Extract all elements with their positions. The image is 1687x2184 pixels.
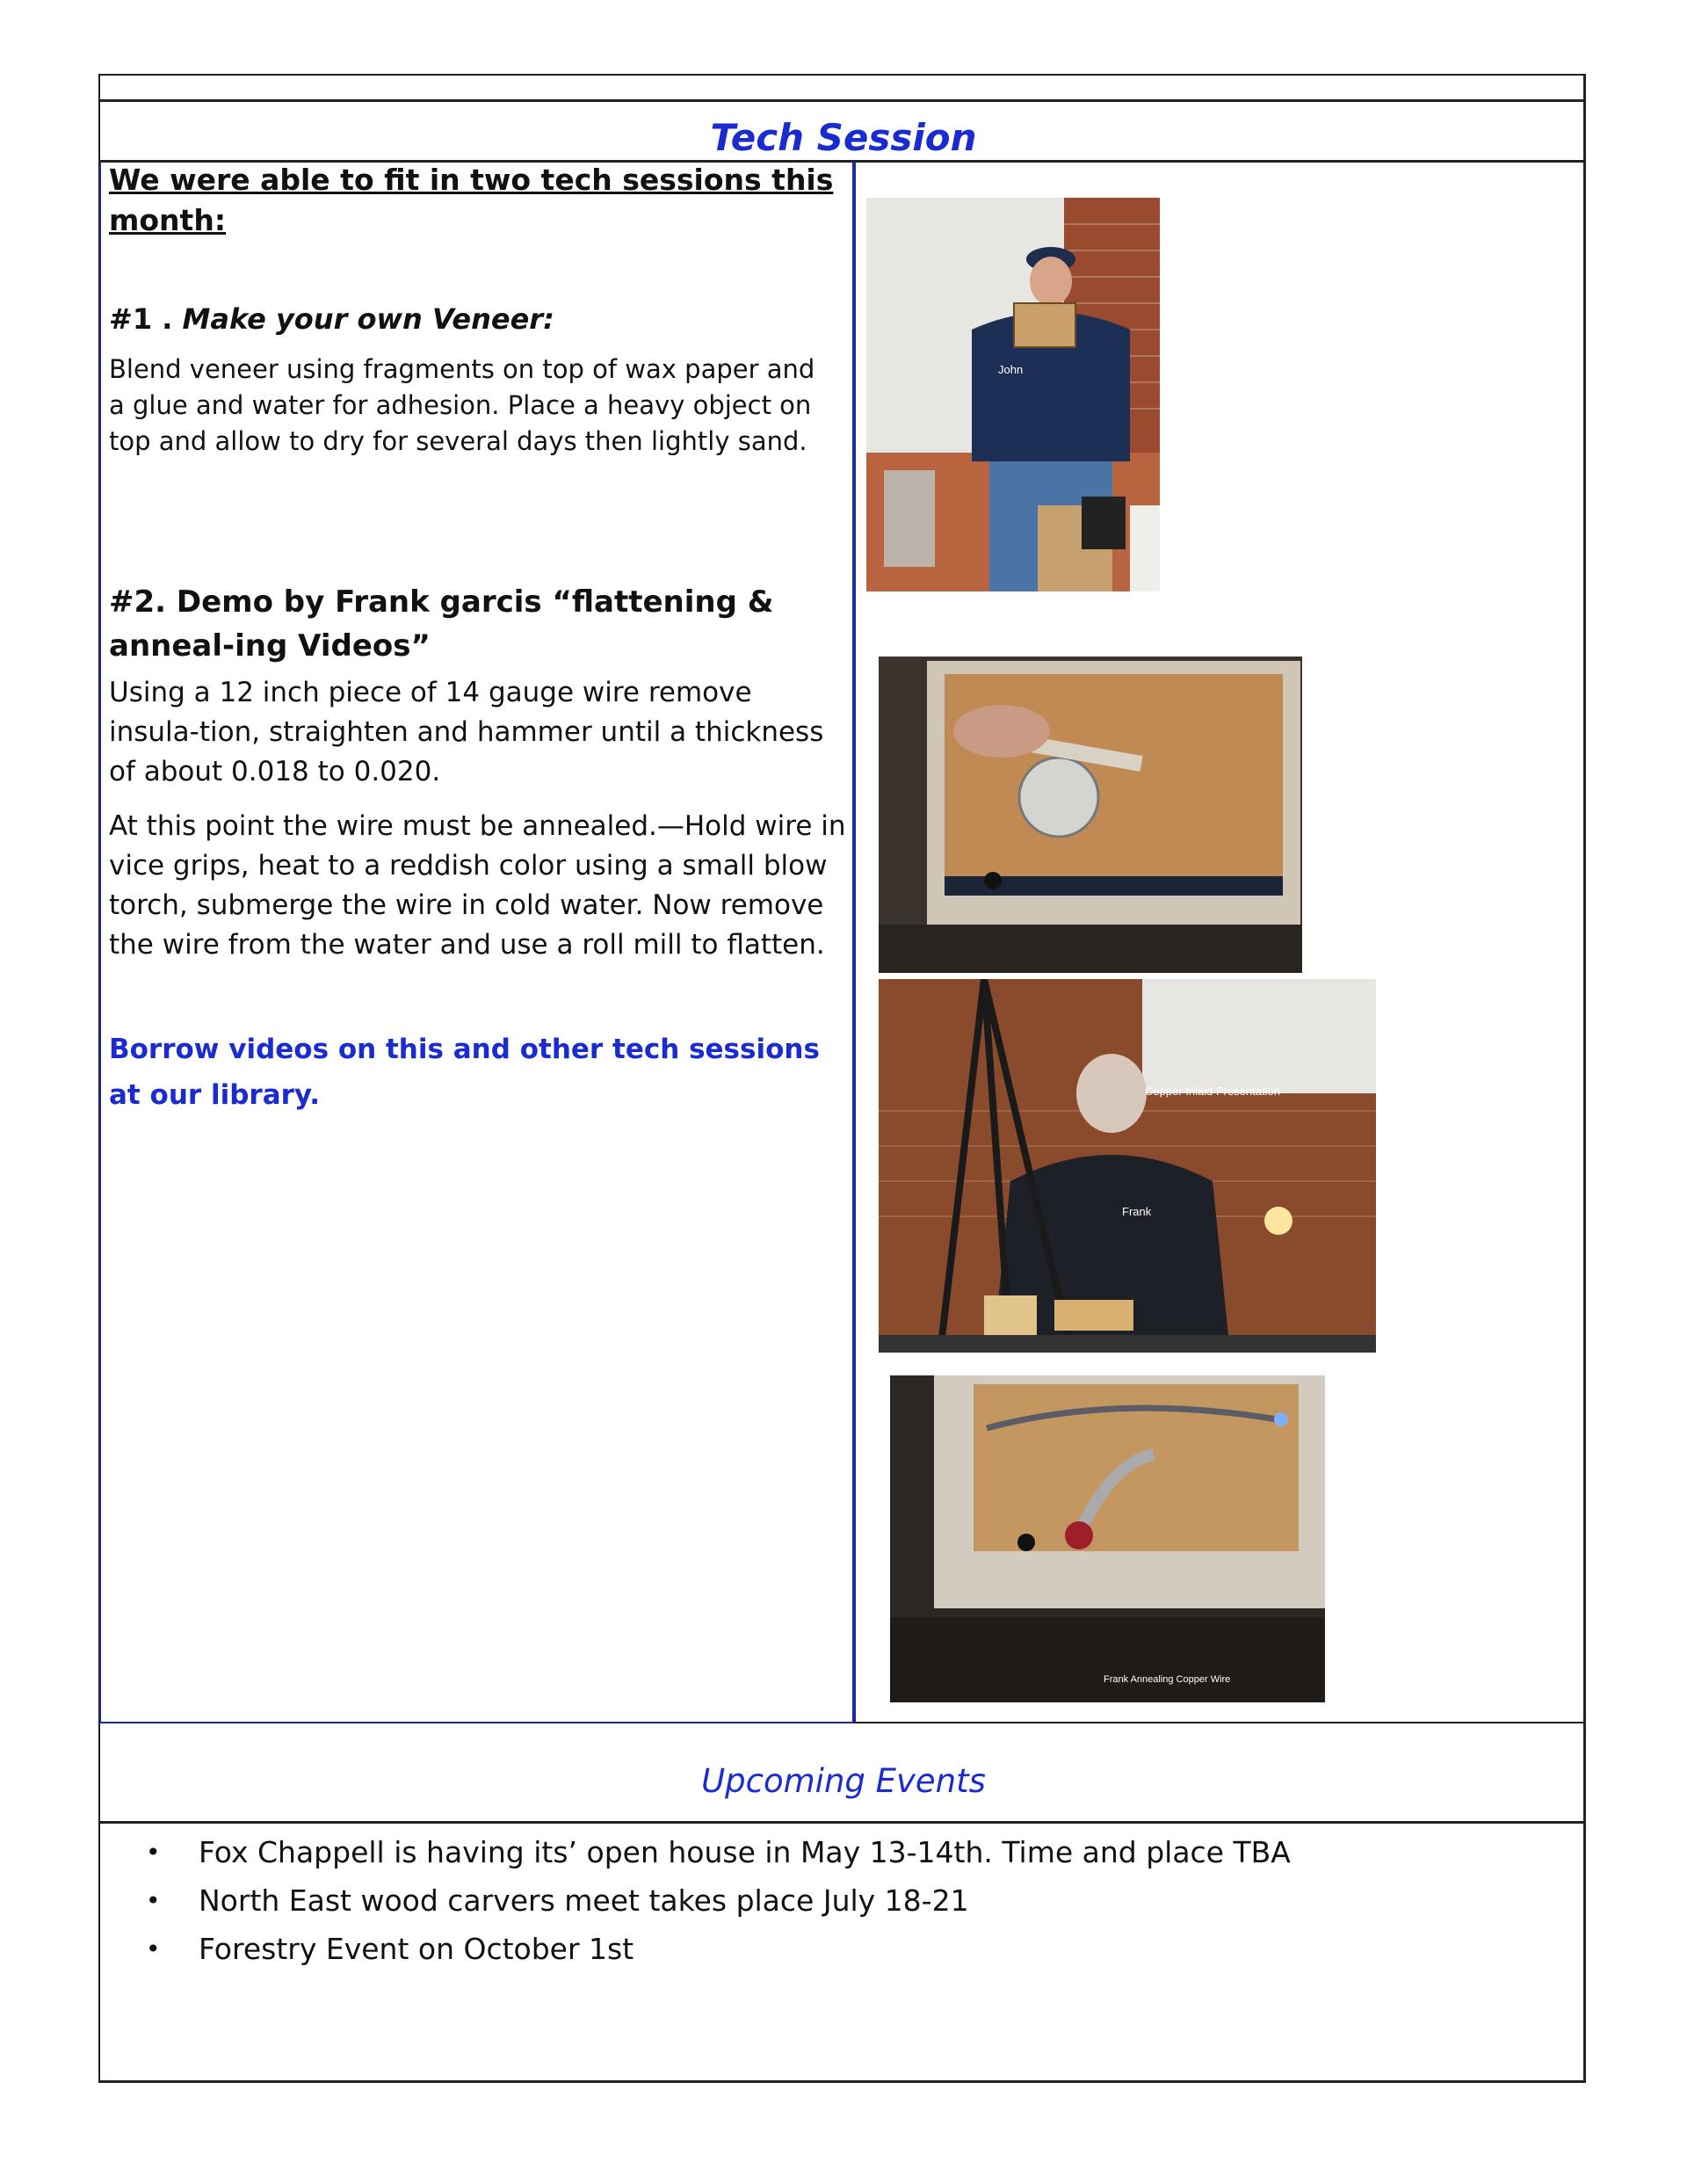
title-row-top-line — [98, 99, 1585, 102]
photo-annealing-video-image — [890, 1375, 1325, 1702]
photo-annealing-caption: Frank Annealing Copper Wire — [1104, 1674, 1231, 1685]
top-border-line — [98, 74, 1585, 76]
session1-description: Blend veneer using fragments on top of wax paper and a glue and water for adhesion. Place a heavy object on top and allow to dry for several days then lightly sand. — [109, 354, 815, 456]
session2-description-2: At this point the wire must be annealed.—Hold wire in vice grips, heat to a reddish color using a small blow torch, submerge the wire in cold water. Now remove the wire from the water and use a roll mill to flatten. — [109, 810, 846, 961]
photo-john-veneer — [866, 198, 1160, 591]
session1-heading — [109, 302, 847, 336]
list-item: • North East wood carvers meet takes place July 18-21 — [132, 1876, 1538, 1925]
upcoming-events-list — [132, 1828, 1538, 1973]
photo-john-label: John — [998, 363, 1024, 376]
session2-description-1: Using a 12 inch piece of 14 gauge wire remove insula-tion, straighten and hammer until a thickness of about 0.018 to 0.020. — [109, 677, 824, 787]
events-divider-line — [98, 1821, 1585, 1824]
left-column-left-line — [99, 162, 101, 1723]
photo-frank-label: Frank — [1122, 1205, 1152, 1218]
session1-number: #1 . — [109, 302, 173, 336]
photo-frank-presentation — [879, 979, 1376, 1353]
bottom-border-line — [98, 2080, 1585, 2083]
session2-heading: #2. Demo by Frank garcis “flattening & anneal-ing Videos” — [109, 584, 774, 664]
photo-caliper-video-image — [879, 657, 1302, 973]
section-bottom-line — [855, 1722, 1585, 1723]
photo-frank-caption: Copper Inlaid Presentation — [1145, 1085, 1280, 1098]
photo-john-veneer-image — [866, 198, 1160, 591]
list-item: • Fox Chappell is having its’ open house in May 13-14th. Time and place TBA — [132, 1828, 1538, 1876]
tech-session-intro: We were able to fit in two tech sessions this month: — [109, 163, 834, 237]
column-divider-line — [852, 162, 856, 1723]
session1-title: Make your own Veneer: — [182, 302, 554, 336]
upcoming-events-title: Upcoming Events — [701, 1762, 986, 1800]
photo-annealing-video — [890, 1375, 1325, 1702]
tech-session-title: Tech Session — [710, 116, 977, 159]
photo-caliper-video — [879, 657, 1302, 973]
left-column-bottom-line — [99, 1722, 855, 1723]
photo-frank-presentation-image — [879, 979, 1376, 1353]
library-note: Borrow videos on this and other tech sessions at our library. — [109, 1034, 820, 1111]
list-item: • Forestry Event on October 1st — [132, 1925, 1538, 1973]
